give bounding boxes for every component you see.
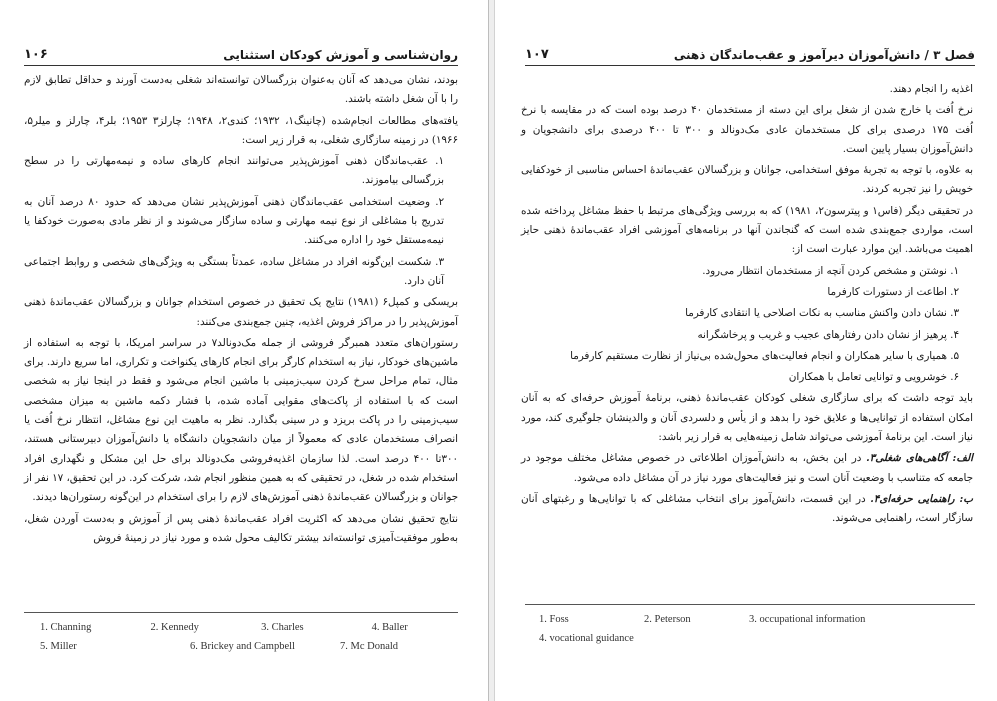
footnote-row [539,629,979,648]
right-page-number: ۱۰۷ [525,47,549,62]
subsection-heading: ب: راهنمایی حرفه‌ای۴. [870,492,973,505]
footnote: 2. Peterson [644,614,691,625]
left-running-header [24,44,458,66]
footnote: 4. Baller [371,622,408,633]
footnote: 4. vocational guidance [539,633,634,644]
paragraph: نتایج تحقیق نشان می‌دهد که اکثریت افراد عقب‌ماندهٔ ذهنی پس از آموزش و به‌دست آوردن شغل، به‌طور موفقیت‌آمیزی توانسته‌اند بیشتر تکالیف محول شده و مورد نیاز در زمینهٔ فروش [24,512,458,544]
list-item: ۵. همیاری با سایر همکاران و انجام فعالیت‌های محول‌شده بی‌نیاز از نظارت مستقیم کارفرما [570,349,959,362]
left-page [0,0,489,701]
list-item: ۴. پرهیز از نشان دادن رفتارهای عجیب و غریب و پرخاشگرانه [697,328,959,341]
left-running-title: روان‌شناسی و آموزش کودکان استثنایی [223,47,458,62]
right-footnotes [539,610,979,648]
subsection-text: در این بخش، به دانش‌آموزان اطلاعاتی در خصوص مشاغل مختلف موجود در جامعه که متناسب با وضعیت آنان است و نیز فعالیت‌های مورد نیاز در آن مشاغل داده می‌شود. [521,452,973,484]
paragraph: باید توجه داشت که برای سازگاری شغلی کودکان عقب‌ماندهٔ ذهنی، برنامهٔ آموزش حرفه‌ای که به آنان امکان استفاده از توانایی‌ها و علایق خود را بدهد و از یأس و دلسردی آنان و والدینشان جلوگیری کند، مورد نیاز است. این برنامهٔ آموزشی می‌تواند شامل زمینه‌هایی به قرار زیر باشد: [521,392,973,444]
paragraph: در تحقیقی دیگر (فاس۱ و پیترسون۲، ۱۹۸۱) که به بررسی ویژگی‌های مرتبط با حفظ مشاغل پرداخته شده است، مواردی جمع‌بندی شده است که گنجاندن آنها در برنامه‌های آموزشی افراد عقب‌ماندهٔ ذهنی حایز اهمیت می‌باشد. این موارد عبارت است از: [521,204,973,256]
right-running-title: فصل ۳ / دانش‌آموزان دیرآموز و عقب‌ماندگان ذهنی [673,47,975,62]
quoted-paragraph: رستوران‌های متعدد همبرگر فروشی از جمله مک‌دونالد۷ در سراسر امریکا، با توجه به استفاده از ماشین‌های خودکار، نیاز به استخدام کارگر برای انجام کارهای یکنواخت و تکراری، اما سریع دارند. برای مثال، تمام مراحل سرخ کردن سیب‌زمینی با ماشین انجام می‌شود و فقط در اینجا نیاز به شخصی است که با استفاده از پاکت‌های مقوایی آماده شده، با فشار دکمه ماشین به میزان مشخصی سیب‌زمینی را در پاکت بریزد و در سینی بگذارد. نظر به ماهیت این نوع مشاغل، انتظار نرخ اُفت یا انصراف مستخدمان عادی که معمولاً از میان دانشجویان دانشگاه یا دانش‌آموزان دبیرستانی هستند، ۳۰۰تا ۴۰۰ درصد است. لذا سازمان اغذیه‌فروشی مک‌دونالد برای حل این مشکل و نگهداری افراد استخدام شده در شغل، در تحقیقی که به همین منظور انجام شد، شرکت کرد. در این تحقیق، ۱۷ نفر از جوانان و بزرگسالان عقب‌ماندهٔ ذهنی آموزش‌های لازم را برای استخدام در این‌گونه رستوران‌ها دیدند. [24,336,458,504]
list-item: ۳. نشان دادن واکنش مناسب به نکات اصلاحی یا انتقادی کارفرما [685,307,959,320]
paragraph: بریسکی و کمپل۶ (۱۹۸۱) نتایج یک تحقیق در خصوص استخدام جوانان و بزرگسالان عقب‌ماندهٔ ذهنی آموزش‌پذیر را در مراکز فروش اغذیه، چنین جمع‌بندی می‌کنند: [24,296,458,328]
right-running-header [525,44,975,66]
subsection-be [521,490,973,529]
footnote: 7. Mc Donald [340,641,399,652]
footnote-row [40,618,460,637]
footnote: 1. Foss [539,614,569,625]
footnote: 3. Charles [261,622,304,633]
list-item: ۶. خوشرویی و توانایی تعامل با همکاران [788,371,959,384]
paragraph: به علاوه، با توجه به تجربهٔ موفق استخدامی، جوانان و بزرگسالان عقب‌ماندهٔ احساس مناسبی از خودکفایی خویش را نیز تجربه کردند. [521,164,973,196]
list-item: ۱. عقب‌ماندگان ذهنی آموزش‌پذیر می‌توانند انجام کارهای ساده و نیمه‌مهارتی را در سطح بزرگسالی بیاموزند. [24,155,444,187]
paragraph: بودند، نشان می‌دهد که آنان به‌عنوان بزرگسالان توانسته‌اند شغلی به‌دست آورند و حداقل تطابق لازم را با آن شغل داشته باشند. [24,74,458,106]
footnote: 6. Brickey and Campbell [190,641,295,652]
list-item: ۲. وضعیت استخدامی عقب‌ماندگان ذهنی آموزش‌پذیر نشان می‌دهد که حدود ۸۰ درصد آنان به تدریج با مشاغلی از نوع نیمه مهارتی و ساده سازگار می‌شوند و از نظر مادی به‌صورت خودکفا یا نیمه‌مستقل خود را اداره می‌کنند. [24,195,445,247]
left-footnote-rule [24,612,458,613]
footnote: 3. occupational information [749,614,866,625]
list-item: ۲. اطاعت از دستورات کارفرما [827,285,959,298]
subsection-alef [521,449,973,488]
paragraph: اغذیه را انجام دهند. [889,83,973,95]
list-item: ۳. شکست این‌گونه افراد در مشاغل ساده، عمدتاً بستگی به ویژگی‌های شخصی و روابط اجتماعی آنان دارد. [24,255,444,287]
left-footnotes [40,618,460,656]
footnote: 5. Miller [40,641,77,652]
left-page-number: ۱۰۶ [24,47,48,62]
footnote: 1. Channing [40,622,92,633]
right-body-text [521,80,973,531]
paragraph: یافته‌های مطالعات انجام‌شده (چانینگ۱، ۱۹۳۲؛ کندی۲، ۱۹۴۸؛ چارلز۳ ۱۹۵۳؛ بلر۴، چارلز و میلر۵، ۱۹۶۶) در زمینه سازگاری شغلی، به قرار زیر است: [24,114,458,146]
right-page [494,0,997,701]
footnote-row [40,637,460,656]
right-footnote-rule [525,604,975,605]
list-item: ۱. نوشتن و مشخص کردن آنچه از مستخدمان انتظار می‌رود. [702,264,959,277]
subsection-heading: الف: آگاهی‌های شغلی۳. [866,452,973,465]
footnote: 2. Kennedy [150,622,199,633]
subsection-text: در این قسمت، دانش‌آموز برای انتخاب مشاغلی که با توانایی‌ها و رغبتهای آنان سازگار است، راهنمایی می‌شوند. [521,492,973,525]
paragraph: نرخ اُفت یا خارج شدن از شغل برای این دسته از مستخدمان ۴۰ درصد بوده است که در مقایسه با نرخ اُفت ۱۷۵ درصدی برای کل مستخدمان عادی مک‌دونالد و ۳۰۰ تا ۴۰۰ درصدی برای دانشجویان و دانش‌آموزان بسیار پایین است. [521,104,973,155]
left-body-text [24,71,458,550]
footnote-row [539,610,979,629]
